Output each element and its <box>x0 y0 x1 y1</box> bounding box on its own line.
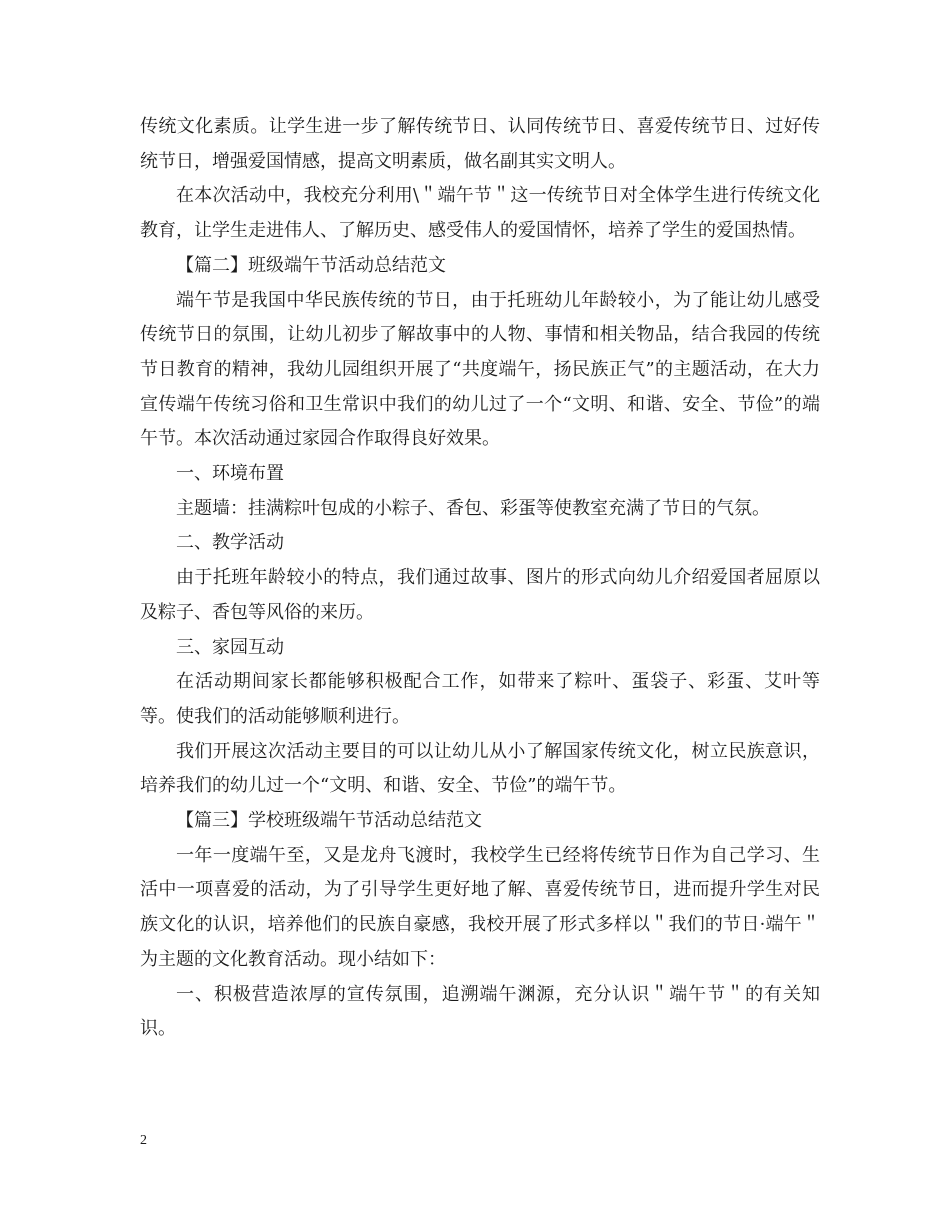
section-heading-3: 【篇三】学校班级端午节活动总结范文 <box>176 810 482 832</box>
document-body <box>140 110 820 1047</box>
paragraph-7: 我们开展这次活动主要目的可以让幼儿从小了解国家传统文化，树立民族意识，培养我们的幼儿过一个“文明、和谐、安全、节俭”的端午节。 <box>140 740 820 797</box>
section-heading-2: 【篇二】班级端午节活动总结范文 <box>176 254 446 276</box>
paragraph-6: 在活动期间家长都能够积极配合工作，如带来了粽叶、蛋袋子、彩蛋、艾叶等等。使我们的活动能够顺利进行。 <box>140 671 820 727</box>
paragraph-4: 主题墙：挂满粽叶包成的小粽子、香包、彩蛋等使教室充满了节日的气氛。 <box>176 497 770 519</box>
paragraph-9: 一、积极营造浓厚的宣传氛围，追溯端午渊源，充分认识＂端午节＂的有关知识。 <box>140 983 820 1040</box>
page-number: 2 <box>140 1133 147 1148</box>
paragraph-2: 在本次活动中，我校充分利用\＂端午节＂这一传统节日对全体学生进行传统文化教育，让学生走进伟人、了解历史、感受伟人的爱国情怀，培养了学生的爱国热情。 <box>140 185 820 242</box>
paragraph-3: 端午节是我国中华民族传统的节日，由于托班幼儿年龄较小，为了能让幼儿感受传统节日的氛围，让幼儿初步了解故事中的人物、事情和相关物品，结合我园的传统节日教育的精神，我幼儿园组织开展了“共度端午，扬民族正气”的主题活动，在大力宣传端午传统习俗和卫生常识中我们的幼儿过了一个“文明、和谐、安全、节俭”的端午节。本次活动通过家园合作取得良好效果。 <box>140 289 820 450</box>
paragraph-8: 一年一度端午至，又是龙舟飞渡时，我校学生已经将传统节日作为自己学习、生活中一项喜爱的活动，为了引导学生更好地了解、喜爱传统节日，进而提升学生对民族文化的认识，培养他们的民族自豪感，我校开展了形式多样以＂我们的节日·端午＂为主题的文化教育活动。现小结如下： <box>140 844 820 970</box>
subheading-environment: 一、环境布置 <box>176 463 284 485</box>
subheading-home-school: 三、家园互动 <box>176 636 284 658</box>
subheading-teaching: 二、教学活动 <box>176 532 284 554</box>
paragraph-5: 由于托班年龄较小的特点，我们通过故事、图片的形式向幼儿介绍爱国者屈原以及粽子、香包等风俗的来历。 <box>140 567 820 623</box>
paragraph-1: 传统文化素质。让学生进一步了解传统节日、认同传统节日、喜爱传统节日、过好传统节日，增强爱国情感，提高文明素质，做名副其实文明人。 <box>140 116 820 172</box>
